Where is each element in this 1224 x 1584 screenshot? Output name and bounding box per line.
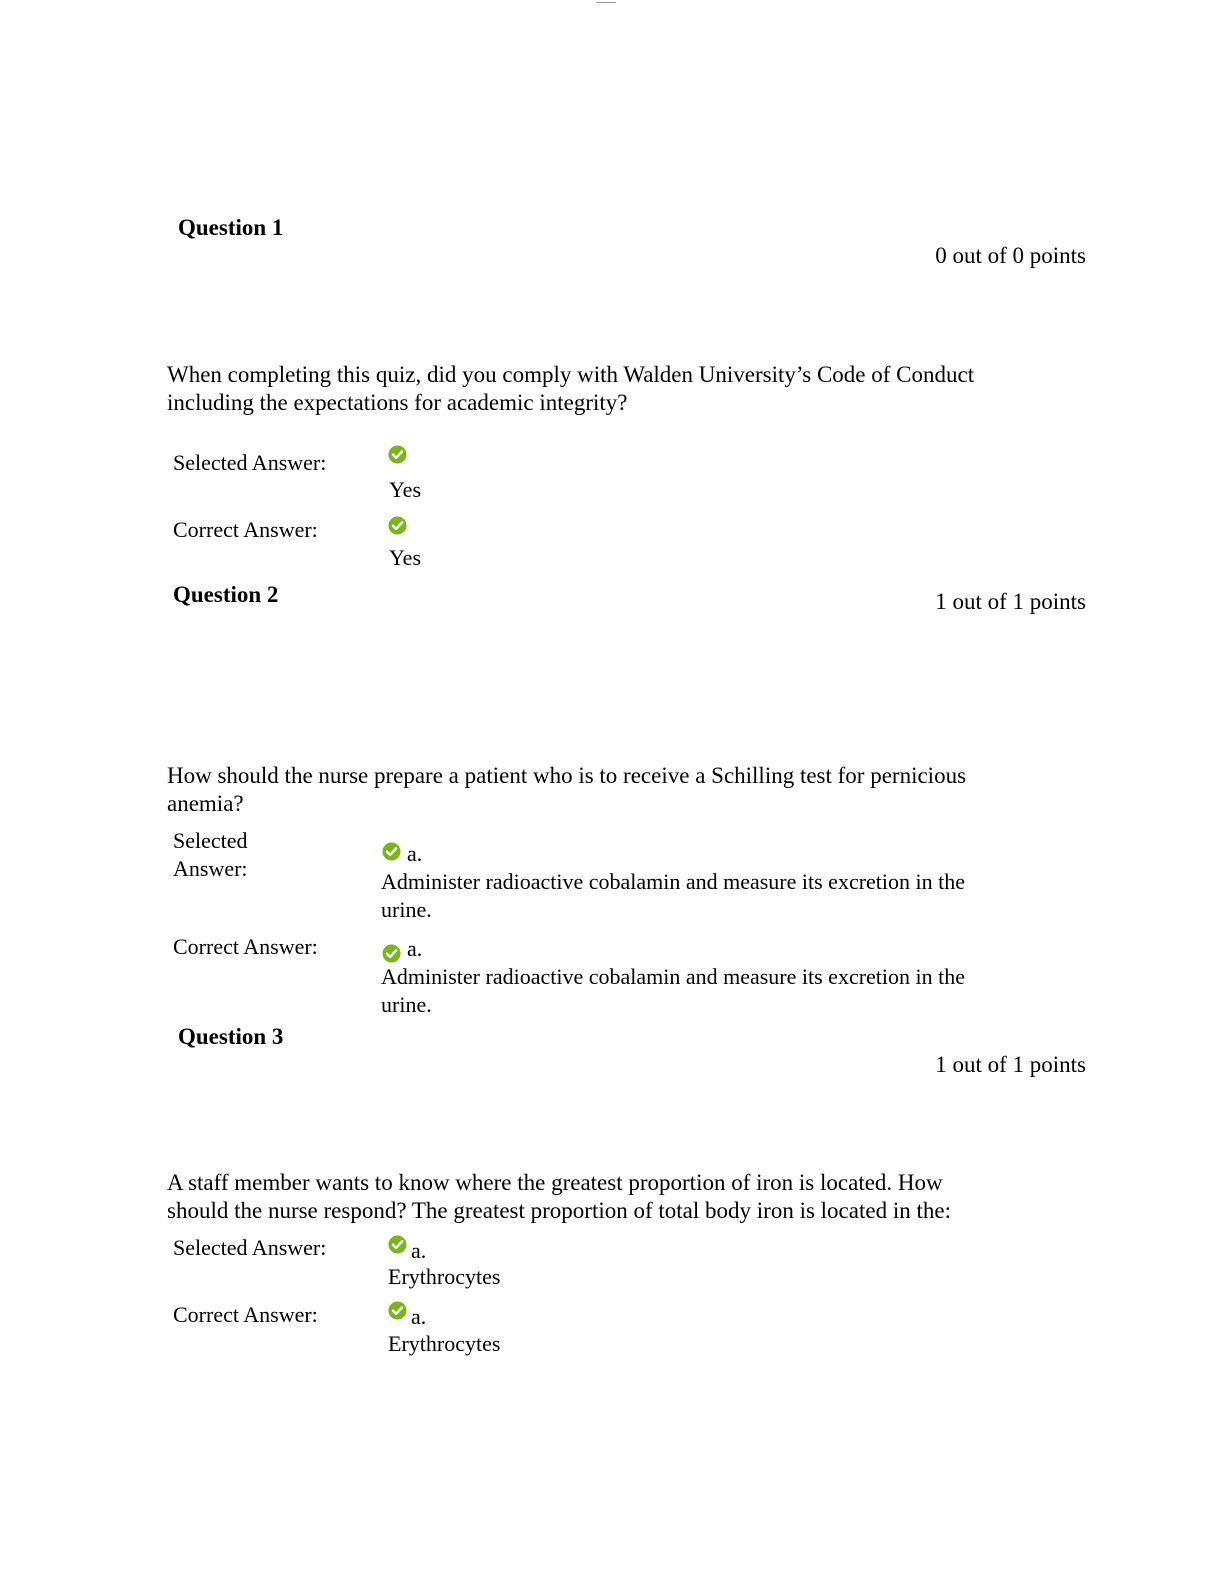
question-2-correct-letter: a. xyxy=(407,936,423,961)
question-2-correct-answer xyxy=(381,963,965,1019)
question-2-points: 1 out of 1 points xyxy=(935,589,1086,614)
header-mark xyxy=(596,0,616,3)
check-icon xyxy=(382,944,401,963)
question-3-correct-answer: Erythrocytes xyxy=(388,1331,501,1356)
question-3-selected-label: Selected Answer: xyxy=(173,1235,327,1260)
question-1-selected-answer: Yes xyxy=(389,477,422,502)
question-3-selected-answer: Erythrocytes xyxy=(388,1264,501,1289)
question-2-selected-label-line-2: Answer: xyxy=(173,856,248,881)
question-3-title: Question 3 xyxy=(178,1024,284,1049)
question-3-text-line-1: A staff member wants to know where the greatest proportion of iron is located. How xyxy=(167,1170,943,1195)
question-2-text-line-2: anemia? xyxy=(167,791,244,816)
question-2-title: Question 2 xyxy=(173,582,279,607)
question-3-text xyxy=(167,1169,1067,1225)
question-1-selected-label: Selected Answer: xyxy=(173,450,327,475)
question-3-selected-letter: a. xyxy=(411,1238,427,1263)
question-1-text-line-1: When completing this quiz, did you comply with Walden University’s Code of Conduct xyxy=(167,362,975,387)
question-1-title: Question 1 xyxy=(178,215,284,240)
question-1-points: 0 out of 0 points xyxy=(935,243,1086,268)
check-icon xyxy=(382,842,401,861)
question-2-selected-letter: a. xyxy=(407,841,423,866)
question-2-selected-label-line-1: Selected xyxy=(173,828,248,853)
check-icon xyxy=(388,1235,407,1254)
question-2-correct-label: Correct Answer: xyxy=(173,934,318,959)
check-icon xyxy=(388,516,407,535)
question-1-correct-label: Correct Answer: xyxy=(173,517,318,542)
question-1-text-line-2: including the expectations for academic integrity? xyxy=(167,390,628,415)
question-3-correct-label: Correct Answer: xyxy=(173,1302,318,1327)
question-1-correct-answer: Yes xyxy=(389,545,422,570)
question-3-text-line-2: should the nurse respond? The greatest proportion of total body iron is located in the: xyxy=(167,1198,951,1223)
question-2-text-line-1: How should the nurse prepare a patient who is to receive a Schilling test for pernicious xyxy=(167,763,967,788)
question-2-correct-answer-line-1: Administer radioactive cobalamin and measure its excretion in the xyxy=(381,964,966,989)
question-3-points: 1 out of 1 points xyxy=(935,1052,1086,1077)
question-2-text xyxy=(167,762,1067,818)
question-1-text xyxy=(167,361,1067,417)
question-3-correct-letter: a. xyxy=(411,1304,427,1329)
question-2-selected-answer-line-1: Administer radioactive cobalamin and measure its excretion in the xyxy=(381,869,966,894)
question-2-correct-answer-line-2: urine. xyxy=(381,992,432,1017)
check-icon xyxy=(388,445,407,464)
question-2-selected-label xyxy=(173,827,248,883)
question-2-selected-answer-line-2: urine. xyxy=(381,897,432,922)
question-2-selected-answer xyxy=(381,868,965,924)
check-icon xyxy=(388,1301,407,1320)
